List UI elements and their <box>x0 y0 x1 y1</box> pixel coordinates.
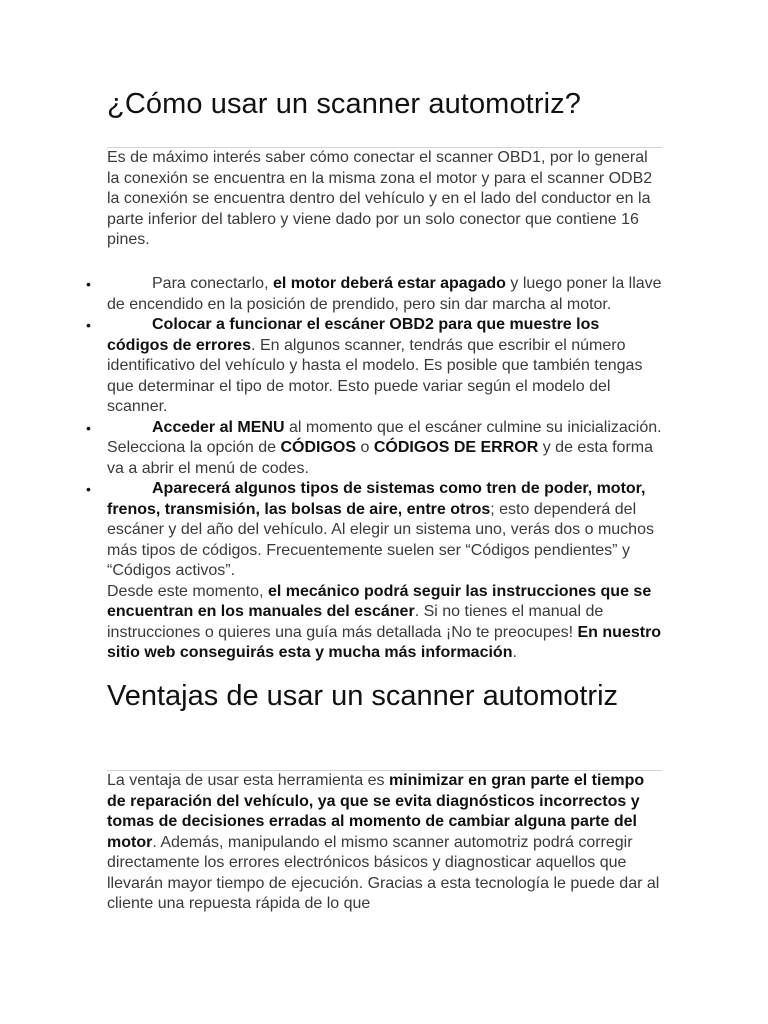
intro-paragraph: Es de máximo interés saber cómo conectar el scanner OBD1, por lo general la conexión se encuentra en la misma zona el motor y para el scanner ODB2 la conexión se encuentra dentro del vehículo y en el lado del conductor en la parte inferior del tablero y viene dado por un solo conector que contiene 16 pines. <box>107 149 653 248</box>
advantages-paragraph: La ventaja de usar esta herramienta es minimizar en gran parte el tiempo de reparación del vehículo, ya que se evita diagnósticos incorrectos y tomas de decisiones erradas al momento de cambiar alguna parte del motor. Además, manipulando el mismo scanner automotriz podrá corregir directamente los errores electrónicos básicos y diagnosticar aquellos que llevarán mayor tiempo de ejecución. Gracias a esta tecnología le puede dar al cliente una repuesta rápida de lo que <box>107 772 660 912</box>
list-item: • Para conectarlo, el motor deberá estar apagado y luego poner la llave de encendido en la posición de prendido, pero sin dar marcha al motor. <box>86 275 662 313</box>
steps-list <box>86 274 662 664</box>
page-title: ¿Cómo usar un scanner automotriz? <box>107 88 581 120</box>
bullet-icon: • <box>86 276 91 292</box>
bullet-icon: • <box>86 481 91 497</box>
list-item: • Acceder al MENU al momento que el escáner culmine su inicialización. Selecciona la opción de CÓDIGOS o CÓDIGOS DE ERROR y de esta forma va a abrir el menú de codes. <box>86 418 662 477</box>
section-heading: Ventajas de usar un scanner automotriz <box>107 680 619 712</box>
list-item: • Aparecerá algunos tipos de sistemas como tren de poder, motor, frenos, transmisión, las bolsas de aire, entre otros; esto dependerá del escáner y del año del vehículo. Al elegir un sistema uno, verás dos o muchos más tipos de códigos. Frecuentemente suelen ser “Códigos pendientes” y “Códigos activos”. Desde este momento, el mecánico podrá seguir las instrucciones que se encuentran en los manuales del escáner. Si no tienes el manual de instrucciones o quieres una guía más detallada ¡No te preocupes! En nuestro sitio web conseguirás esta y mucha más información. <box>86 480 662 661</box>
bullet-icon: • <box>86 419 91 436</box>
list-item: • Colocar a funcionar el escáner OBD2 para que muestre los códigos de errores. En algunos scanner, tendrás que escribir el número identificativo del vehículo y hasta el modelo. Es posible que también tengas que determinar el tipo de motor. Esto puede variar según el modelo del scanner. <box>86 316 643 415</box>
bullet-icon: • <box>86 317 91 333</box>
